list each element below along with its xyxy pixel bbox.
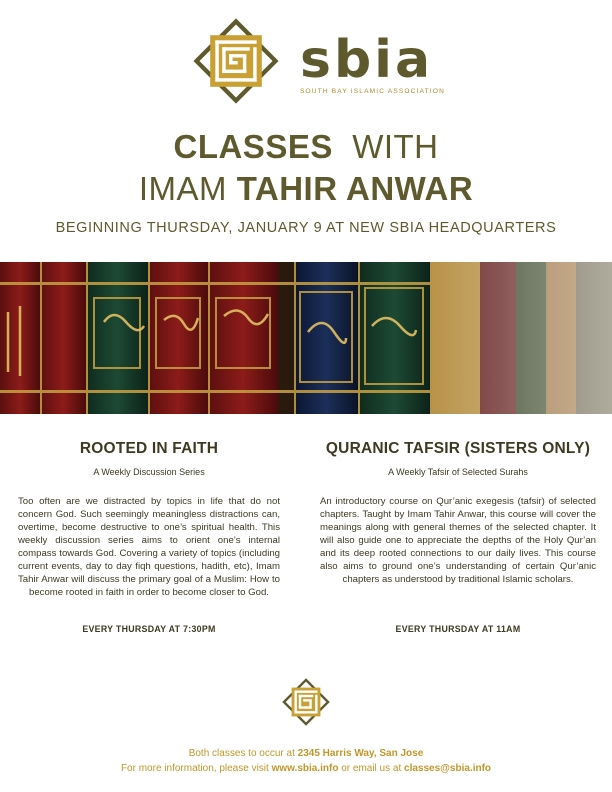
class-time: EVERY THURSDAY AT 7:30PM: [82, 624, 216, 634]
footer-address: 2345 Harris Way, San Jose: [297, 748, 424, 759]
class-title: QURANIC TAFSIR (SISTERS ONLY): [325, 440, 591, 457]
page-title: [0, 126, 612, 210]
quran-books-banner-image: [0, 262, 612, 414]
footer-contact-prefix: For more information, please visit: [120, 763, 272, 774]
class-time: EVERY THURSDAY AT 11AM: [395, 624, 521, 634]
footer: [0, 746, 612, 776]
footer-website-link[interactable]: www.sbia.info: [271, 763, 339, 774]
class-description: An introductory course on Qur’anic exegesis (tafsir) of selected chapters. Taught by Imam Tahir Anwar, this course will cover the meanings along with general themes of the selected chapter. It will also guide one to appreciate the depths of the Holy Qur’an and its deep rooted connections to our daily lives. This course also aims to ground one’s understanding of certain Qur’anic chapters as understood by traditional Islamic scholars.: [320, 496, 596, 585]
page-subtitle: BEGINNING THURSDAY, JANUARY 9 AT NEW SBIA HEADQUARTERS: [55, 220, 557, 236]
class-title: ROOTED IN FAITH: [79, 440, 219, 457]
class-quranic-tafsir: [320, 440, 596, 634]
title-line2-bold: TAHIR ANWAR: [236, 170, 474, 207]
header: [0, 16, 612, 106]
footer-email-link[interactable]: classes@sbia.info: [404, 763, 492, 774]
title-line1-bold: CLASSES: [173, 128, 333, 165]
class-subtitle: A Weekly Tafsir of Selected Surahs: [388, 467, 528, 477]
sbia-logo-icon: [193, 18, 279, 104]
class-description: Too often are we distracted by topics in life that do not concern God. Such seemingly meaningless distractions can, overtime, become destructive to one’s spiritual health. This weekly discussion series aims to orient one’s internal compass towards God. Covering a variety of topics (including current events, day to day fiqh questions, hadith, etc), Imam Tahir Anwar will discuss the primary goal of a Muslim: How to become rooted in faith in order to become closer to God.: [18, 496, 280, 598]
sbia-small-logo-icon: [282, 678, 330, 726]
brand-subtitle: SOUTH BAY ISLAMIC ASSOCIATION: [300, 88, 445, 95]
class-rooted-in-faith: [18, 440, 280, 634]
brand: [300, 30, 445, 95]
footer-contact-mid: or email us at: [338, 763, 405, 774]
brand-name: sbia: [300, 30, 434, 90]
class-subtitle: A Weekly Discussion Series: [93, 467, 205, 477]
footer-line-contact: [0, 761, 612, 776]
footer-line-address: [0, 746, 612, 761]
title-line1-thin: WITH: [352, 128, 439, 165]
footer-address-prefix: Both classes to occur at: [188, 748, 298, 759]
title-line2-thin: IMAM: [138, 170, 228, 207]
